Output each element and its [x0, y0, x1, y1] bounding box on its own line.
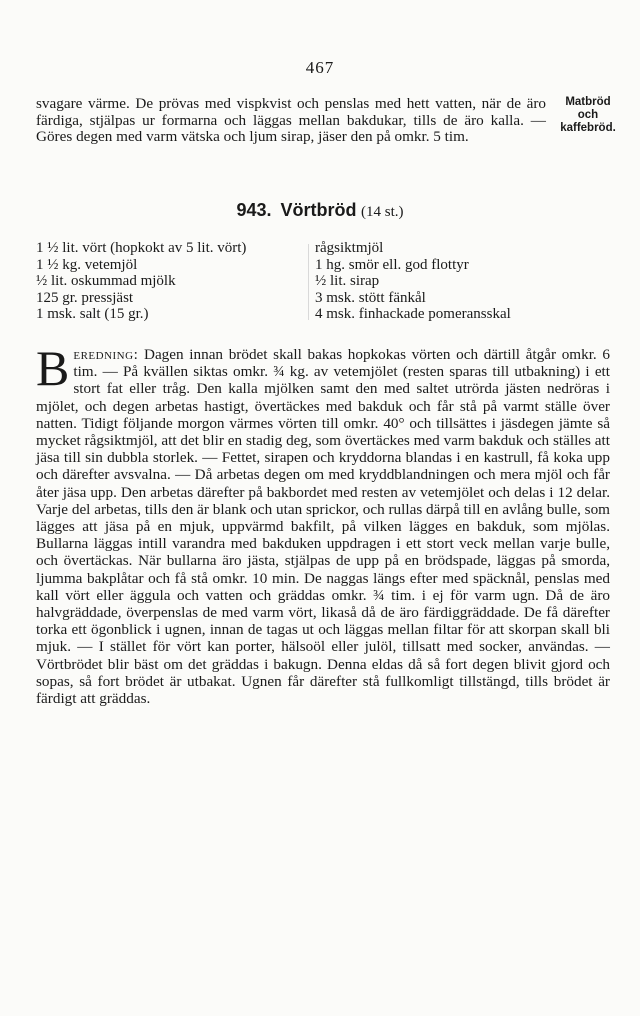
margin-note-line: kaffebröd. [560, 122, 616, 134]
ingredient-item: rågsiktmjöl [315, 240, 384, 256]
margin-note-line: och [577, 109, 599, 121]
instructions [36, 340, 610, 708]
ingredients-right-column [315, 240, 511, 323]
instructions-text: Dagen innan brödet skall bakas hopkokas vörten och därtill åtgår omkr. 6 tim. — På kvällen siktas omkr. ¾ kg. av vetemjölet (resten sparas till utbakning) i ett stort fat eller tråg. Den kalla mjölken samt den med saltet utrörda jästen nedröras i mjölet, och degen arbetas hastigt, övertäckes med bakduk och får stå på varmt ställe över natten. Tidigt följande morgon värmes vörten till omkr. 40° och tillsättes i jäsdegen jämte så mycket rågsiktmjöl, att det blir en stadig deg, som övertäckes med varm bakduk och ställes att jäsa till sin dubbla storlek. — Fettet, sirapen och kryddorna blandas i en kastrull, få koka upp och därefter avsvalna. — Då arbetas degen om med kryddblandningen och mera mjöl och får åter jäsa upp. Den arbetas därefter på bakbordet med resten av vetemjölet och delas i 12 delar. Varje del arbetas, tills den är blank och utan sprickor, och rullas därpå till en avlång bulle, som lägges att jäsa på en mjuk, uppvärmd bakfilt, på vilken lägges en bakduk, som mjölas. Bullarna läggas intill varandra med bakduken uppdragen i ett stort veck mellan varje bulle, och övertäckas. När bullarna äro jästa, stjälpas de upp på en brödspade, läggas på smorda, ljumma bakplåtar och få stå omkr. 10 min. De naggas längs efter med späcknål, penslas med kall vört eller äggula och vatten och gräddas omkr. ¾ tim. i ej för varm ugn. Då de äro halvgräddade, överpenslas de med varm vört, likaså då de äro färdiggräddade. De få därefter torka ett ögonblick i ugnen, innan de tagas ut och läggas mellan filtar för att skorpan skall bli mjuk. — I stället för vört kan porter, hälsoöl eller julöl, tillsatt med socker, användas. — Vörtbrödet blir bäst om det gräddas i bakugn. Denna eldas då så fort degen blivit gjord och sopas, så fort brödet är utbakat. Ugnen får därefter stå fullkomligt tillstängd, tills brödet är färdigt att gräddas. [36, 346, 610, 708]
ingredient-item: 1 msk. salt (15 gr.) [36, 306, 149, 322]
ingredient-item: ½ lit. oskummad mjölk [36, 273, 176, 289]
ingredient-item: 1 hg. smör ell. god flottyr [315, 256, 469, 273]
recipe-number: 943. [236, 200, 272, 220]
instructions-paragraph [36, 340, 610, 708]
recipe-count: (14 st.) [361, 204, 404, 220]
ingredients-divider [308, 244, 309, 320]
ingredients-list [36, 240, 596, 323]
ingredient-item: 3 msk. stött fänkål [315, 289, 426, 306]
ingredient-item: 1 ½ kg. vetemjöl [36, 256, 138, 273]
ingredient-item: 125 gr. pressjäst [36, 289, 134, 306]
margin-note-line: Matbröd [565, 96, 611, 108]
ingredients-left-column [36, 240, 308, 323]
instructions-lead: eredning: [73, 346, 139, 363]
ingredient-item: 4 msk. finhackade pomeransskal [315, 306, 511, 322]
intro-paragraph [36, 96, 546, 146]
recipe-name: Vörtbröd [280, 200, 357, 220]
page-number: 467 [305, 58, 335, 77]
margin-note [550, 96, 626, 135]
intro-text: svagare värme. De prövas med vispkvist och penslas med hett vatten, när de äro färdiga, stjälpas ur formarna och läggas mellan bakdukar, tills de äro kalla. — Göres degen med varm vätska och ljum sirap, jäser den på omkr. 5 tim. [36, 95, 546, 145]
ingredient-item: 1 ½ lit. vört (hopkokt av 5 lit. vört) [36, 240, 247, 256]
ingredient-item: ½ lit. sirap [315, 273, 380, 289]
drop-cap: B [36, 340, 70, 396]
recipe-title [0, 200, 640, 221]
